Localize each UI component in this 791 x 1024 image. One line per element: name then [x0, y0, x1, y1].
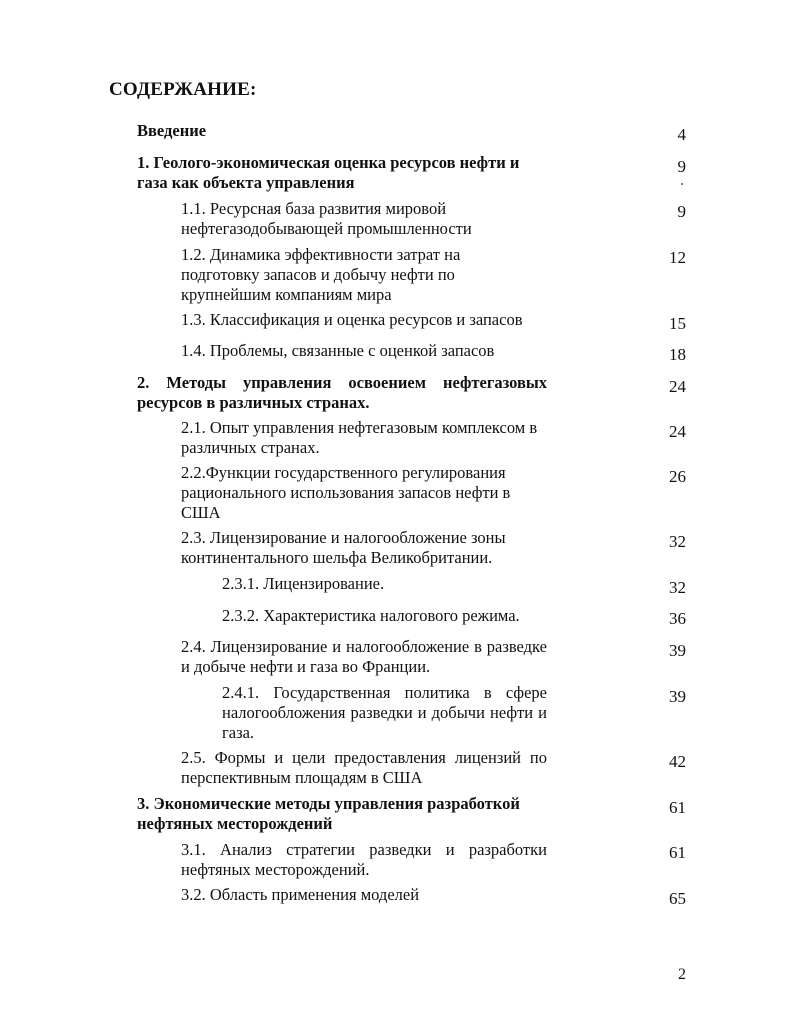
toc-page-number: 12 — [669, 248, 686, 267]
toc-heading: СОДЕРЖАНИЕ: — [109, 79, 257, 100]
toc-page-number: 15 — [669, 314, 686, 333]
toc-entry-section-2-5: 2.5. Формы и цели предоставления лицензий по перспективным площадям в США — [181, 748, 547, 787]
page-number-footer: 2 — [678, 966, 686, 983]
toc-entry-section-2-2: 2.2.Функции государственного регулирования рационального использования запасов нефти в США — [181, 463, 511, 522]
toc-page-number: 65 — [669, 889, 686, 908]
toc-page-number: 18 — [669, 345, 686, 364]
toc-page-number: 39 — [669, 687, 686, 706]
toc-entry-section-2-4: 2.4. Лицензирование и налогообложение в разведке и добыче нефти и газа во Франции. — [181, 637, 547, 676]
toc-entry-section-3-2: 3.2. Область применения моделей — [181, 885, 420, 904]
toc-entry-section-1-4: 1.4. Проблемы, связанные с оценкой запасов — [181, 341, 495, 360]
toc-entry-chapter-2: 2. Методы управления освоением нефтегазовых ресурсов в различных странах. — [137, 373, 547, 412]
toc-page-number: 24 — [669, 422, 686, 441]
toc-page-number: 36 — [669, 609, 686, 628]
toc-page-number: 26 — [669, 467, 686, 486]
toc-page-number: 39 — [669, 641, 686, 660]
toc-entry-introduction: Введение — [137, 121, 207, 140]
toc-entry-section-2-3-2: 2.3.2. Характеристика налогового режима. — [222, 606, 520, 625]
toc-page-number: 9 — [677, 157, 686, 176]
scan-speck — [681, 183, 683, 185]
toc-entry-section-3-1: 3.1. Анализ стратегии разведки и разработки нефтяных месторождений. — [181, 840, 547, 879]
toc-entry-section-2-3: 2.3. Лицензирование и налогообложение зоны континентального шельфа Великобритании. — [181, 528, 506, 567]
toc-entry-section-2-4-1: 2.4.1. Государственная политика в сфере налогообложения разведки и добычи нефти и газа. — [222, 683, 547, 742]
toc-entry-section-1-3: 1.3. Классификация и оценка ресурсов и запасов — [181, 310, 523, 329]
toc-entry-section-2-1: 2.1. Опыт управления нефтегазовым комплексом в различных странах. — [181, 418, 538, 457]
toc-page-number: 61 — [669, 843, 686, 862]
toc-page-number: 9 — [677, 202, 686, 221]
toc-page-number: 61 — [669, 798, 686, 817]
toc-page-number: 4 — [677, 125, 686, 144]
toc-entry-chapter-3: 3. Экономические методы управления разработкой нефтяных месторождений — [137, 794, 520, 833]
toc-page-number: 24 — [669, 377, 686, 396]
toc-entry-chapter-1: 1. Геолого-экономическая оценка ресурсов нефти и газа как объекта управления — [137, 153, 520, 192]
toc-page-number: 42 — [669, 752, 686, 771]
toc-entry-section-2-3-1: 2.3.1. Лицензирование. — [222, 574, 385, 593]
toc-entry-section-1-1: 1.1. Ресурсная база развития мировой нефтегазодобывающей промышленности — [181, 199, 472, 238]
toc-page-number: 32 — [669, 578, 686, 597]
toc-page-number: 32 — [669, 532, 686, 551]
toc-entry-section-1-2: 1.2. Динамика эффективности затрат на подготовку запасов и добычу нефти по крупнейшим компаниям мира — [181, 245, 461, 304]
